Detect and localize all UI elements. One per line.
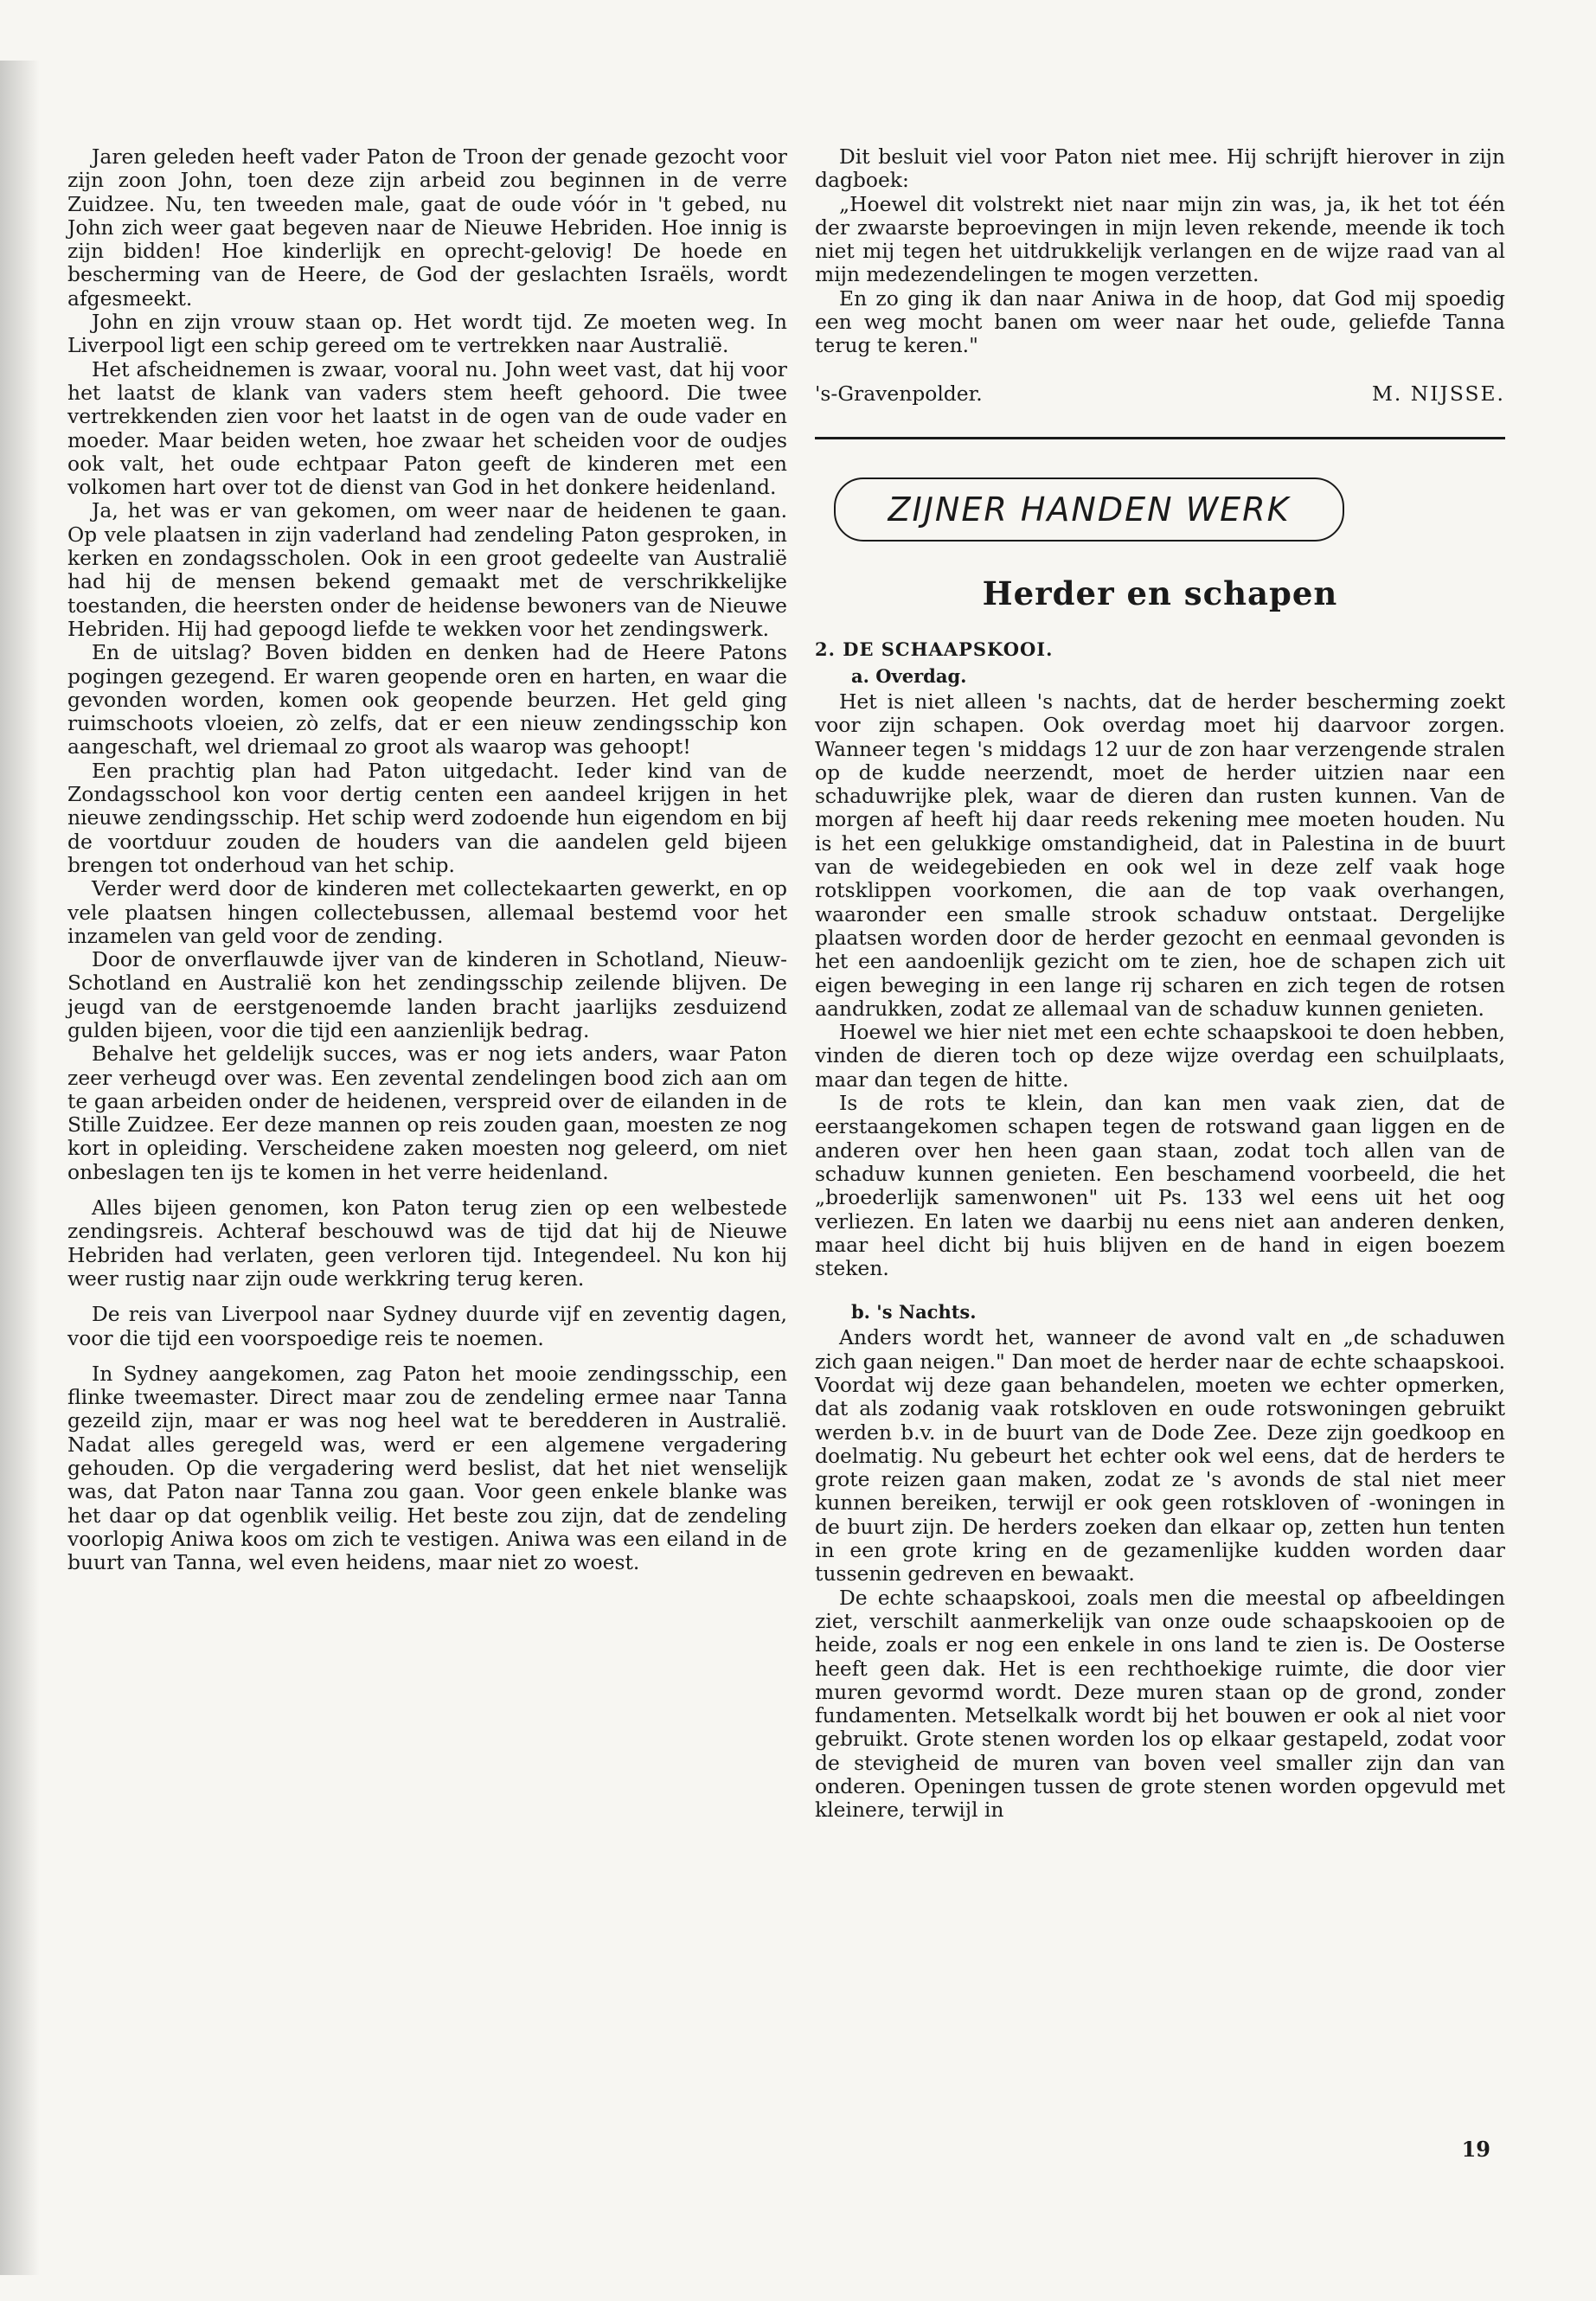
page-number: 19 — [1461, 2137, 1490, 2162]
divider-rule — [815, 437, 1505, 439]
paragraph: En de uitslag? Boven bidden en denken had de Heere Patons pogingen gezegend. Er waren geopende oren en harten, en waar die gevonden worden, komen ook geopende beurzen. Het geld ging ruimschoots vloeien, zò zelfs, dat er een nieuw zendingsschip kon aangeschaft, wel driemaal zo groot als waarop was gehoopt! — [67, 640, 787, 760]
paragraph: Jaren geleden heeft vader Paton de Troon der genade gezocht voor zijn zoon John, toen deze zijn arbeid zou beginnen in de verre Zuidzee. Nu, ten tweeden male, gaat de oude vóór in 't gebed, nu John zich weer gaat begeven naar de Nieuwe Hebriden. Hoe innig is zijn bidden! Hoe kinderlijk en oprecht-gelovig! De hoede en bescherming van de Heere, de God der geslachten Israëls, wordt afgesmeekt. — [67, 144, 787, 311]
paragraph: Behalve het geldelijk succes, was er nog iets anders, waar Paton zeer verheugd over was. Een zevental zendelingen bood zich aan om te gaan arbeiden onder de heidenen, verspreid over de eilanden in de Stille Zuidzee. Eer deze mannen op reis zouden gaan, moesten ze nog kort in opleiding. Verscheidene zaken moesten nog geleerd, om niet onbeslagen ten ijs te komen in het verre heidenland. — [67, 1042, 787, 1184]
paragraph: De echte schaapskooi, zoals men die meestal op afbeeldingen ziet, verschilt aanmerkelijk van onze oude schaapskooien op de heide, zoals er nog een enkele in ons land te zien is. De Oosterse heeft geen dak. Het is een rechthoekige ruimte, die door vier muren gevormd wordt. Deze muren staan op de grond, zonder fundamenten. Metselkalk wordt bij het bouwen er ook al niet voor gebruikt. Grote stenen worden los op elkaar gestapeld, zodat voor de stevigheid de muren van boven veel smaller zijn dan van onderen. Openingen tussen de grote stenen worden opgevuld met kleinere, terwijl in — [815, 1585, 1505, 1823]
subheading-nachts: b. 's Nachts. — [851, 1301, 977, 1324]
subheading-overdag: a. Overdag. — [851, 664, 967, 687]
paragraph: „Hoewel dit volstrekt niet naar mijn zin was, ja, ik het tot één der zwaarste beproevingen in mijn leven rekende, meende ik toch niet mij tegen het uitdrukkelijk verlangen en de wijze raad van al mijn medezendelingen te mogen verzetten. — [815, 191, 1505, 287]
page-edge-shadow — [0, 61, 40, 2275]
signature-place: 's-Gravenpolder. — [815, 381, 983, 406]
left-column — [67, 145, 787, 1575]
paragraph: Dit besluit viel voor Paton niet mee. Hij schrijft hierover in zijn dagboek: — [815, 144, 1505, 193]
paragraph: Hoewel we hier niet met een echte schaapskooi te doen hebben, vinden de dieren toch op deze wijze overdag een schuilplaats, maar dan tegen de hitte. — [815, 1020, 1505, 1092]
right-column — [815, 145, 1505, 1823]
paragraph: John en zijn vrouw staan op. Het wordt tijd. Ze moeten weg. In Liverpool ligt een schip gereed om te vertrekken naar Australië. — [67, 310, 787, 358]
signature-author: M. NIJSSE. — [1371, 381, 1505, 406]
section-heading: 2. DE SCHAAPSKOOI. — [815, 638, 1054, 660]
paragraph: In Sydney aangekomen, zag Paton het mooie zendingsschip, een flinke tweemaster. Direct maar zou de zendeling ermee naar Tanna gezeild zijn, maar er was nog heel wat te beredderen in Australië. Nadat alles geregeld was, werd er een algemene vergadering gehouden. Op die vergadering werd beslist, dat het niet wenselijk was, dat Paton naar Tanna zou gaan. Voor geen enkele blanke was het daar op dat ogenblik veilig. Het beste zou zijn, dat de zendeling voorlopig Aniwa koos om zich te vestigen. Aniwa was een eiland in de buurt van Tanna, wel even heidens, maar niet zo woest. — [67, 1361, 787, 1575]
paragraph: Ja, het was er van gekomen, om weer naar de heidenen te gaan. Op vele plaatsen in zijn vaderland had zendeling Paton gesproken, in kerken en zondagsscholen. Ook in een groot gedeelte van Australië had hij de mensen bekend gemaakt met de verschrikkelijke toestanden, die heersten onder de heidense bewoners van de Nieuwe Hebriden. Hij had gepoogd liefde te wekken voor het zendingswerk. — [67, 498, 787, 641]
paragraph: Anders wordt het, wanneer de avond valt en „de schaduwen zich gaan neigen." Dan moet de herder naar de echte schaapskooi. Voordat wij deze gaan behandelen, moeten we echter opmerken, dat als zodanig vaak rotskloven en oude rotswoningen gebruikt werden b.v. in de buurt van de Dode Zee. Deze zijn goedkoop en doelmatig. Nu gebeurt het echter ook wel eens, dat de herders te grote reizen gaan maken, zodat ze 's avonds de stal niet meer kunnen bereiken, terwijl er ook geen rotskloven of -woningen in de buurt zijn. De herders zoeken dan elkaar op, zetten hun tenten in een grote kring en de gezamenlijke kudden worden daar tussenin gedreven en bewaakt. — [815, 1325, 1505, 1586]
paragraph: Verder werd door de kinderen met collectekaarten gewerkt, en op vele plaatsen hingen collectebussen, allemaal bestemd voor het inzamelen van geld voor de zending. — [67, 876, 787, 948]
article-title: Herder en schapen — [982, 574, 1338, 612]
paragraph: Het is niet alleen 's nachts, dat de herder bescherming zoekt voor zijn schapen. Ook overdag moet hij daarvoor zorgen. Wanneer tegen 's middags 12 uur de zon haar verzengende stralen op de kudde neerzendt, moet de herder uitzien naar een schaduwrijke plek, waar de dieren dan rusten kunnen. Van de morgen af heeft hij daar reeds rekening mee moeten houden. Nu is het een gelukkige omstandigheid, dat in Palestina in de buurt van de weidegebieden en ook wel in deze zelf vaak hoge rotsklippen voorkomen, die aan de top vaak overhangen, waaronder een smalle strook schaduw ontstaat. Dergelijke plaatsen worden door de herder gezocht en eenmaal gevonden is het een aandoenlijk gezicht om te zien, hoe de schapen zich uit eigen beweging in een lange rij scharen en zich tegen de rotsen aandrukken, zodat ze allemaal van de schaduw kunnen genieten. — [815, 689, 1505, 1021]
paragraph: Een prachtig plan had Paton uitgedacht. Ieder kind van de Zondagsschool kon voor dertig centen een aandeel krijgen in het nieuwe zendingsschip. Het schip werd zodoende hun eigendom en bij de voortduur zouden de houders van die aandelen geld bijeen brengen tot onderhoud van het schip. — [67, 758, 787, 877]
paragraph: Door de onverflauwde ijver van de kinderen in Schotland, Nieuw-Schotland en Australië kon het zendingsschip zeilende blijven. De jeugd van de eerstgenoemde landen bracht jaarlijks zesduizend gulden bijeen, voor die tijd een aanzienlijk bedrag. — [67, 947, 787, 1042]
paragraph: En zo ging ik dan naar Aniwa in de hoop, dat God mij spoedig een weg mocht banen om weer naar het oude, geliefde Tanna terug te keren." — [815, 285, 1505, 358]
paragraph: Is de rots te klein, dan kan men vaak zien, dat de eerstaangekomen schapen tegen de rotswand gaan liggen en de anderen over hen heen gaan staan, zodat toch allen van de schaduw kunnen genieten. Een beschamend voorbeeld, die het „broederlijk samenwonen" uit Ps. 133 wel eens uit het oog verliezen. En laten we daarbij nu eens niet aan anderen denken, maar heel dicht bij huis blijven en de hand in eigen boezem steken. — [815, 1091, 1505, 1281]
section-banner: ZIJNER HANDEN WERK — [834, 478, 1344, 542]
signature-line — [815, 382, 1505, 406]
paragraph: Het afscheidnemen is zwaar, vooral nu. John weet vast, dat hij voor het laatst de klank van vaders stem heeft gehoord. Die twee vertrekkenden zien voor het laatst in de ogen van de oude vader en moeder. Maar beiden weten, hoe zwaar het scheiden voor de oudjes ook valt, het oude echtpaar Paton geeft de kinderen met een volkomen hart over tot de dienst van God in het donkere heidenland. — [67, 356, 787, 500]
paragraph: Alles bijeen genomen, kon Paton terug zien op een welbestede zendingsreis. Achteraf beschouwd was de tijd dat hij de Nieuwe Hebriden had verlaten, geen verloren tijd. Integendeel. Nu kon hij weer rustig naar zijn oude werkkring terug keren. — [67, 1195, 787, 1291]
paragraph: De reis van Liverpool naar Sydney duurde vijf en zeventig dagen, voor die tijd een voorspoedige reis te noemen. — [67, 1302, 787, 1350]
